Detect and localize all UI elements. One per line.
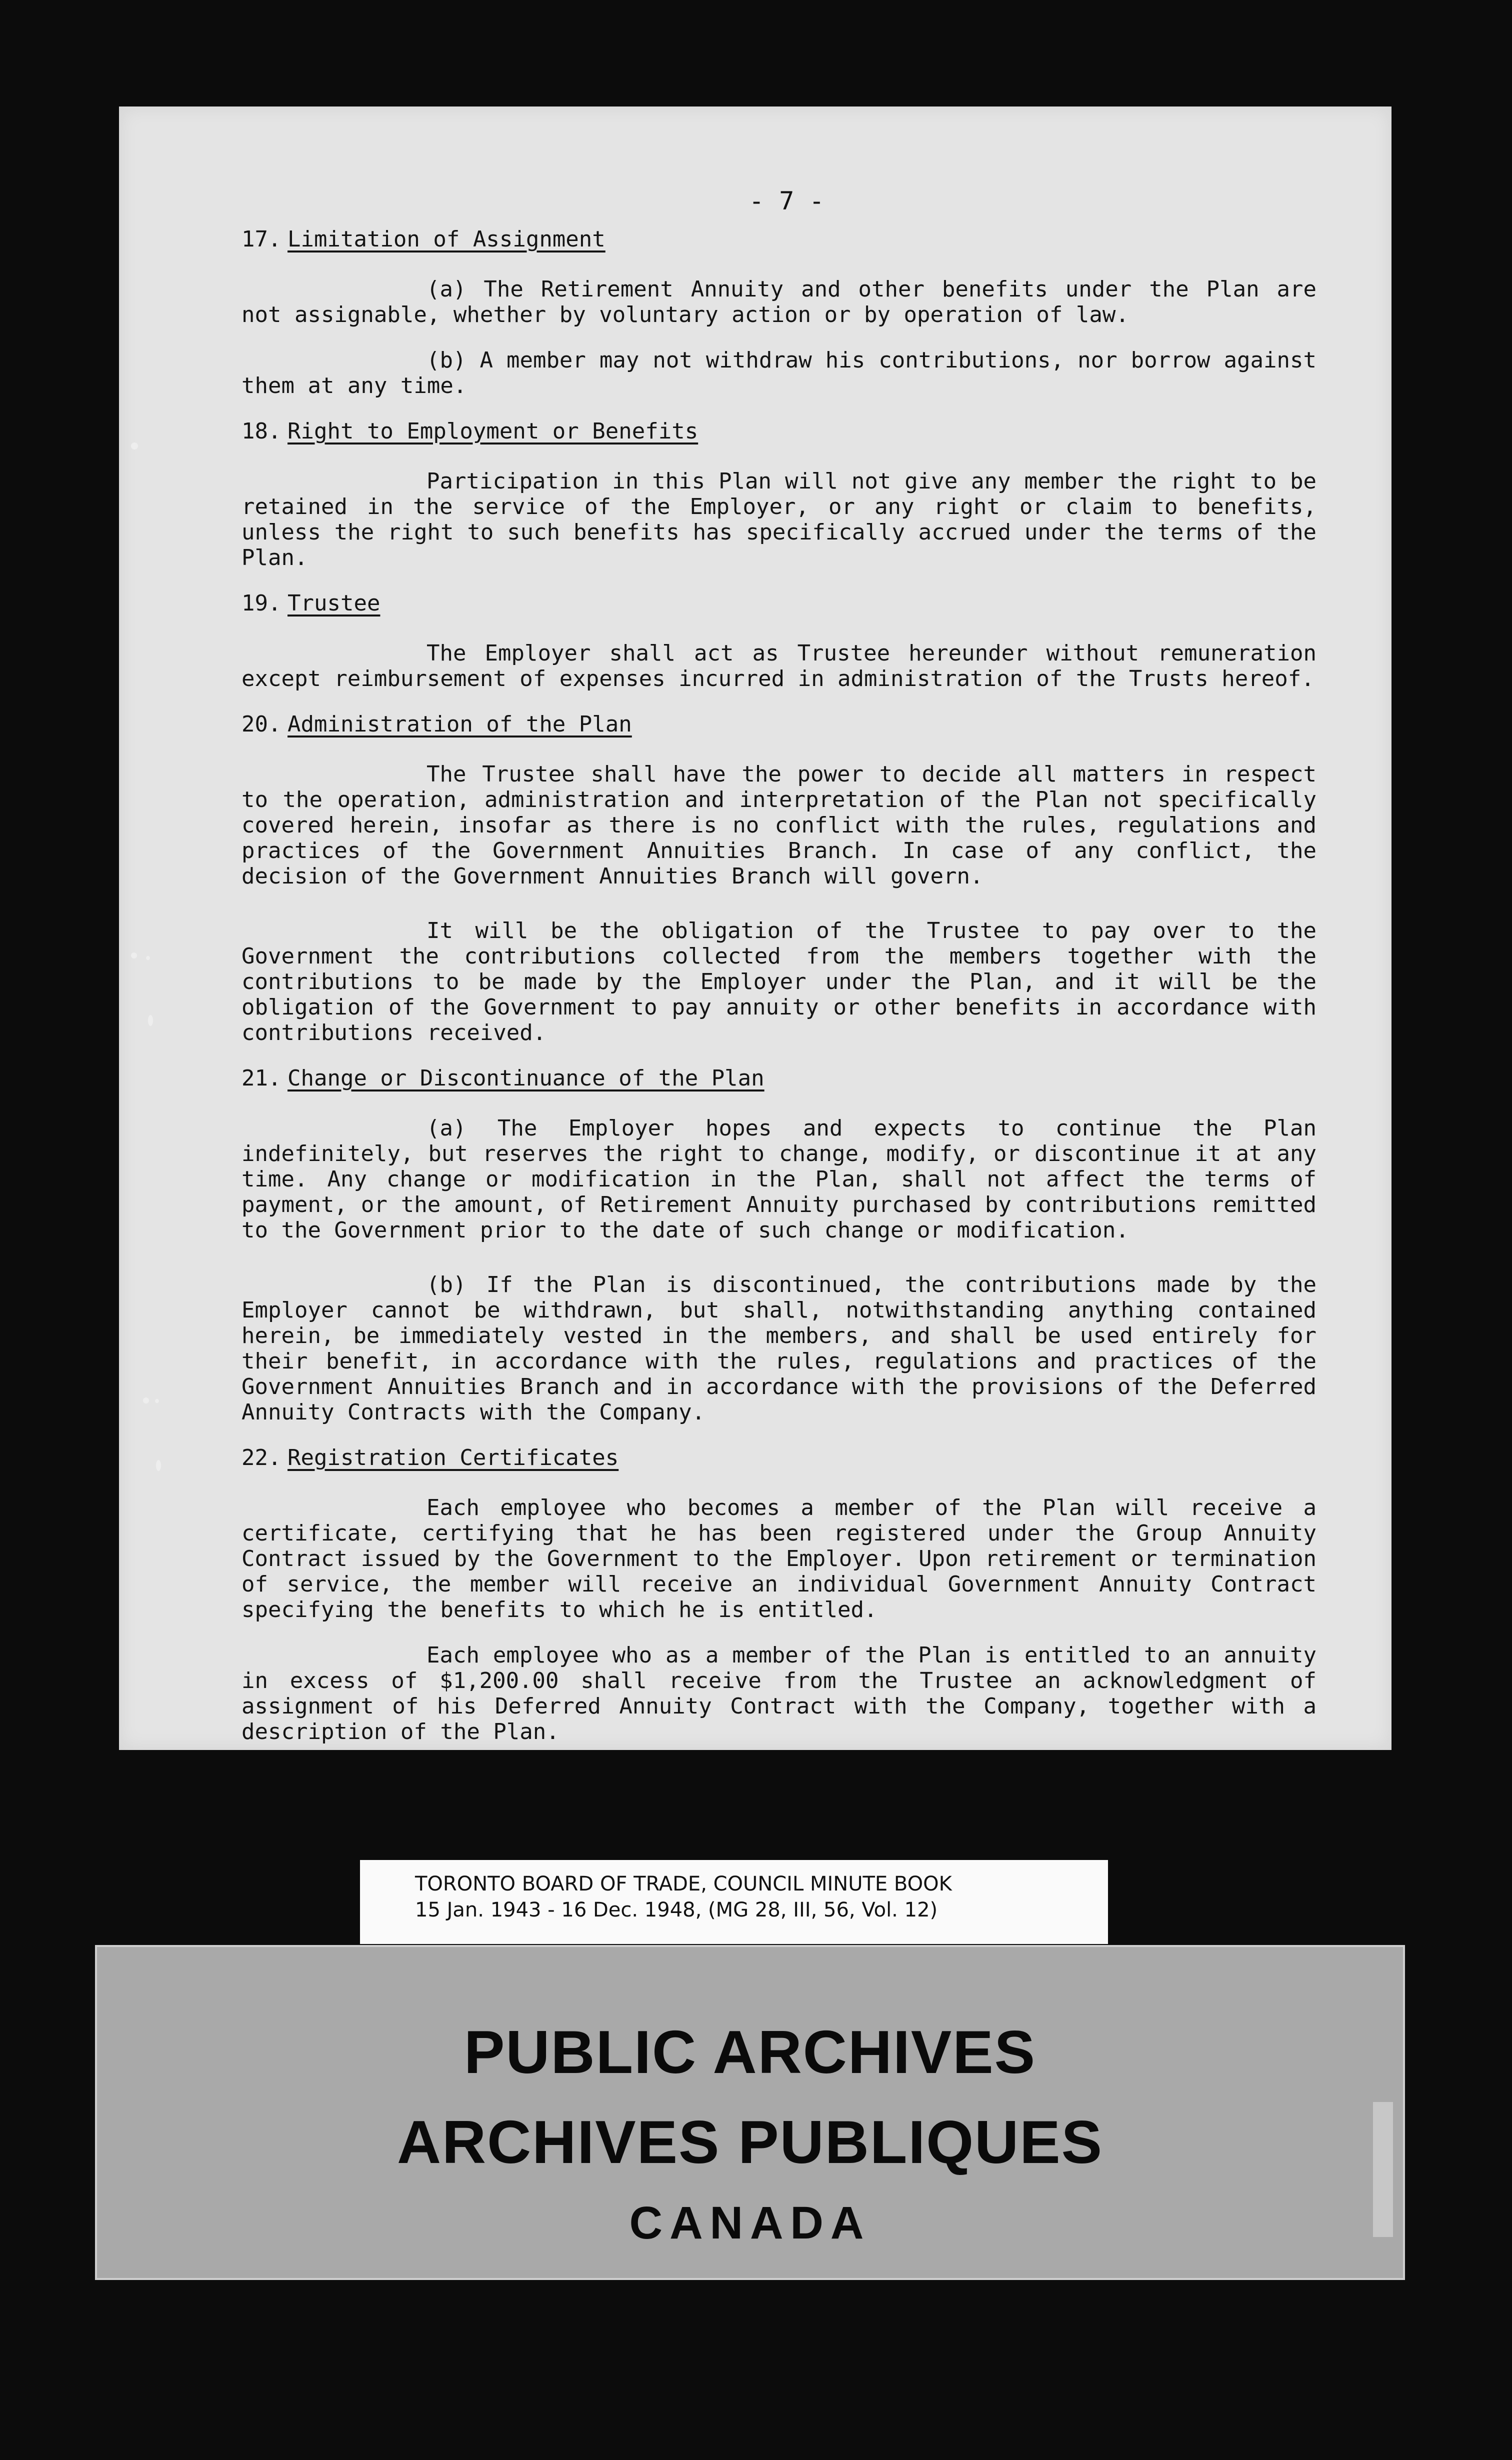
paragraph: Participation in this Plan will not give any member the right to be retained in the service of the Employer, or any right or claim to benefits, unless the right to such benefits has specifically accrued under the terms of the Plan. [242, 468, 1316, 570]
paragraph: (a) The Employer hopes and expects to continue the Plan indefinitely, but reserves the right to change, modify, or discontinue it at any time. Any change or modification in the Plan, shall not affect the terms of payment, or the amount, of Retirement Annuity purchased by contributions remitted to the Government prior to the date of such change or modification. [242, 1116, 1316, 1243]
document-page [119, 106, 1392, 1750]
paragraph: (a) The Retirement Annuity and other benefits under the Plan are not assignable, whether by voluntary action or by operation of law. [242, 276, 1316, 328]
section-heading [242, 418, 1316, 448]
caption-line: TORONTO BOARD OF TRADE, COUNCIL MINUTE BOOK [415, 1872, 952, 1896]
section-title: Registration Certificates [288, 1445, 619, 1470]
section-heading [242, 226, 1316, 256]
section-heading [242, 1445, 1316, 1475]
stamp-edge-strip [1373, 2102, 1393, 2237]
section-number: 19. [242, 590, 282, 616]
archive-stamp [95, 1945, 1405, 2280]
section-number: 18. [242, 418, 282, 444]
paragraph: It will be the obligation of the Trustee to pay over to the Government the contributions collected from the members together with the contributions to be made by the Employer under the Plan, and it will be the obligation of the Government to pay annuity or other benefits in accordance with contributions received. [242, 918, 1316, 1046]
archive-caption [360, 1860, 1108, 1944]
section-number: 21. [242, 1066, 282, 1091]
section-number: 22. [242, 1445, 282, 1470]
section-heading [242, 712, 1316, 742]
paragraph: The Trustee shall have the power to decide all matters in respect to the operation, administration and interpretation of the Plan not specifically covered herein, insofar as there is no conflict with the rules, regulations and practices of the Government Annuities Branch. In case of any conflict, the decision of the Government Annuities Branch will govern. [242, 762, 1316, 889]
caption-line: 15 Jan. 1943 - 16 Dec. 1948, (MG 28, III, 56, Vol. 12) [415, 1898, 938, 1922]
stamp-line: ARCHIVES PUBLIQUES [396, 2108, 1104, 2176]
section-title: Right to Employment or Benefits [288, 418, 698, 444]
paragraph: Each employee who becomes a member of the Plan will receive a certificate, certifying that he has been registered under the Group Annuity Contract issued by the Government to the Employer. Upon retirement or termination of service, the member will receive an individual Government Annuity Contract specifying the benefits to which he is entitled. [242, 1495, 1316, 1622]
section-heading [242, 1066, 1316, 1096]
section-title: Trustee [288, 590, 380, 616]
section-heading [242, 590, 1316, 620]
paragraph: Each employee who as a member of the Plan is entitled to an annuity in excess of $1,200.00 shall receive from the Trustee an acknowledgment of assignment of his Deferred Annuity Contract with the Company, together with a description of the Plan. [242, 1642, 1316, 1744]
paragraph: (b) A member may not withdraw his contributions, nor borrow against them at any time. [242, 348, 1316, 398]
document-body [242, 226, 1316, 1744]
section-number: 20. [242, 712, 282, 737]
paragraph: (b) If the Plan is discontinued, the contributions made by the Employer cannot be withdrawn, but shall, notwithstanding anything contained herein, be immediately vested in the members, and shall be used entirely for their benefit, in accordance with the rules, regulations and practices of the Government Annuities Branch and in accordance with the provisions of the Deferred Annuity Contracts with the Company. [242, 1272, 1316, 1425]
section-title: Limitation of Assignment [288, 226, 606, 252]
page-number: - 7 - [749, 186, 824, 216]
stamp-line: PUBLIC ARCHIVES [464, 2018, 1036, 2086]
section-number: 17. [242, 226, 282, 252]
section-title: Administration of the Plan [288, 712, 632, 737]
paragraph: The Employer shall act as Trustee hereunder without remuneration except reimbursement of expenses incurred in administration of the Trusts hereof. [242, 640, 1316, 692]
stamp-line: CANADA [629, 2198, 871, 2248]
section-title: Change or Discontinuance of the Plan [288, 1066, 764, 1091]
